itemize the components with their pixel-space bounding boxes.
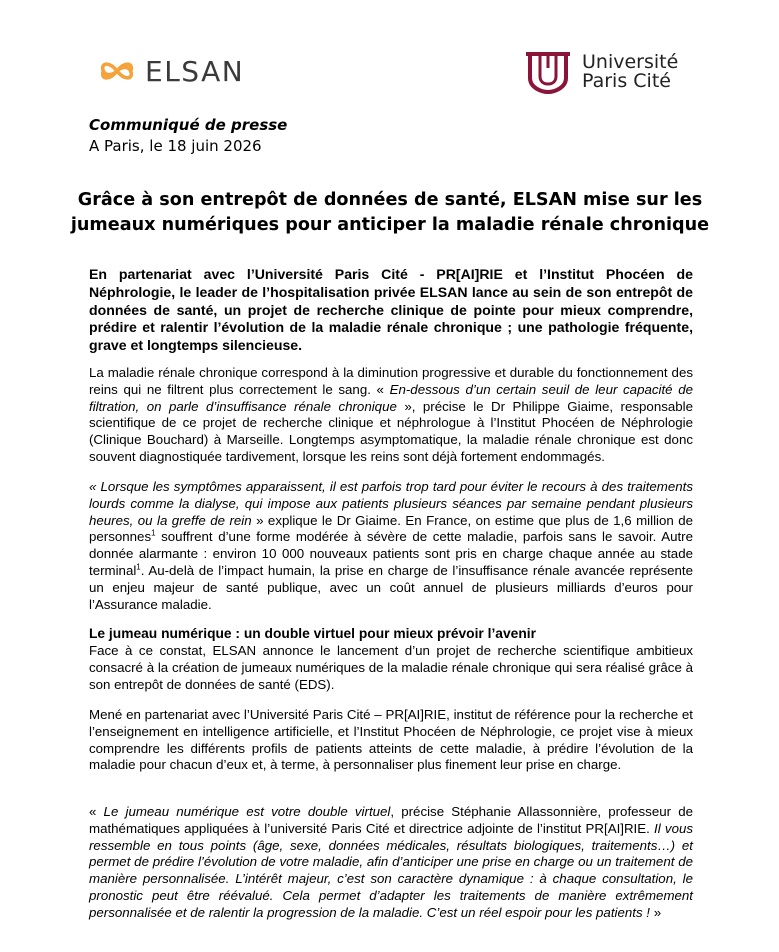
press-date: A Paris, le 18 juin 2026 <box>89 137 262 155</box>
elsan-logo <box>99 53 244 89</box>
p5-quote-2: Il vous ressemble en tous points (âge, sexe, données médicales, résultats biologiques, traitements…) et permet de prédire l’évolution de votre maladie, afin d’anticiper une prise en charge ou un traitement de manière personnalisée. L’intérêt majeur, c’est son caractère dynamique : à chaque consultation, le pronostic peut être réévalué. Cela permet d’adapter les traitements de manière extrêmement personnalisée et de ralentir la progression de la maladie. C’est un réel espoir pour les patients ! <box>89 820 694 920</box>
p5-text-c: , précise Stéphanie Allassonnière, professeur de mathématiques appliquées à l’université Paris Cité et directrice adjointe de l’institut PR[AI]RIE. <box>89 804 693 836</box>
section-heading: Le jumeau numérique : un double virtuel pour mieux prévoir l’avenir <box>89 626 536 641</box>
page-title <box>60 188 720 238</box>
p2-text-b: » explique le Dr Giaime. En France, on estime que plus de 1,6 million de personnes <box>89 512 693 545</box>
p1-text-c: », précise le Dr Philippe Giaime, responsable scientifique de ce projet de recherche clinique et néphrologue à l’Institut Phocéen de Néphrologie (Clinique Bouchard) à Marseille. Longtemps asymptomatique, la maladie rénale chronique est donc souvent diagnostiquée tardivement, lorsque les reins sont déjà fortement endommagés. <box>89 398 693 464</box>
p1-text-a: La maladie rénale chronique correspond à la diminution progressive et durable du fonctionnement des reins qui ne filtrent plus correctement le sang. « <box>89 365 693 397</box>
paragraph-4: Mené en partenariat avec l’Université Paris Cité – PR[AI]RIE, institut de référence pour la recherche et l’enseignement en intelligence artificielle, et l’Institut Phocéen de Néphrologie, ce projet vise à mieux comprendre les différents profils de patients atteints de cette maladie, à prédire l’évolution de la maladie pour chacun d’eux et, à terme, à personnaliser plus finement leur prise en charge. <box>89 707 693 773</box>
press-header <box>89 116 287 155</box>
elsan-logo-text: ELSAN <box>145 54 245 88</box>
p5-quote-1: Le jumeau numérique est votre double virtuel <box>103 804 391 819</box>
title-line-2: jumeaux numériques pour anticiper la maladie rénale chronique <box>70 215 710 235</box>
p2-text-c: souffrent d’une forme modérée à sévère de cette maladie, parfois sans le savoir. Autre donnée alarmante : environ 10 000 nouveaux patients sont pris en charge chaque année au stade terminal <box>89 529 693 578</box>
lead-paragraph: En partenariat avec l’Université Paris Cité - PR[AI]RIE et l’Institut Phocéen de Néphrologie, le leader de l’hospitalisation privée ELSAN lance au sein de son entrepôt de données de santé, un projet de recherche clinique de pointe pour mieux comprendre, prédire et ralentir l’évolution de la maladie rénale chronique ; une pathologie fréquente, grave et longtemps silencieuse. <box>89 266 693 354</box>
elsan-logo-icon <box>99 53 135 89</box>
title-line-1: Grâce à son entrepôt de données de santé, ELSAN mise sur les <box>77 190 703 210</box>
press-label: Communiqué de presse <box>89 116 288 134</box>
upc-logo-line1: Université <box>582 51 679 73</box>
p5-open: « <box>89 804 104 819</box>
paragraph-3: Face à ce constat, ELSAN annonce le lancement d’un projet de recherche scientifique ambitieux consacré à la création de jumeaux numériques de la maladie rénale chronique qui sera réalisé grâce à son entrepôt de données de santé (EDS). <box>89 643 693 692</box>
p1-quote: En-dessous d’un certain seuil de leur capacité de filtration, on parle d’insuffisance rénale chronique <box>89 381 693 414</box>
universite-paris-cite-logo <box>520 48 678 96</box>
p5-close: » <box>650 904 662 920</box>
paragraph-5 <box>89 804 693 922</box>
footnote-ref-1[interactable]: 1 <box>151 528 156 538</box>
universite-paris-cite-logo-icon <box>520 48 576 96</box>
p2-quote: « Lorsque les symptômes apparaissent, il est parfois trop tard pour éviter le recours à des traitements lourds comme la dialyse, qui impose aux patients plusieurs séances par semaine pendant plusieurs heures, ou la greffe de rein <box>89 479 693 528</box>
footnote-ref-2[interactable]: 1 <box>136 562 141 572</box>
paragraph-1 <box>89 365 693 466</box>
upc-logo-line2: Paris Cité <box>582 70 671 92</box>
paragraph-2 <box>89 479 693 613</box>
p2-text-d: . Au-delà de l’impact humain, la prise en charge de l’insuffisance rénale avancée représente un enjeu majeur de santé publique, avec un coût annuel de plusieurs milliards d’euros pour l’Assurance maladie. <box>89 562 693 612</box>
